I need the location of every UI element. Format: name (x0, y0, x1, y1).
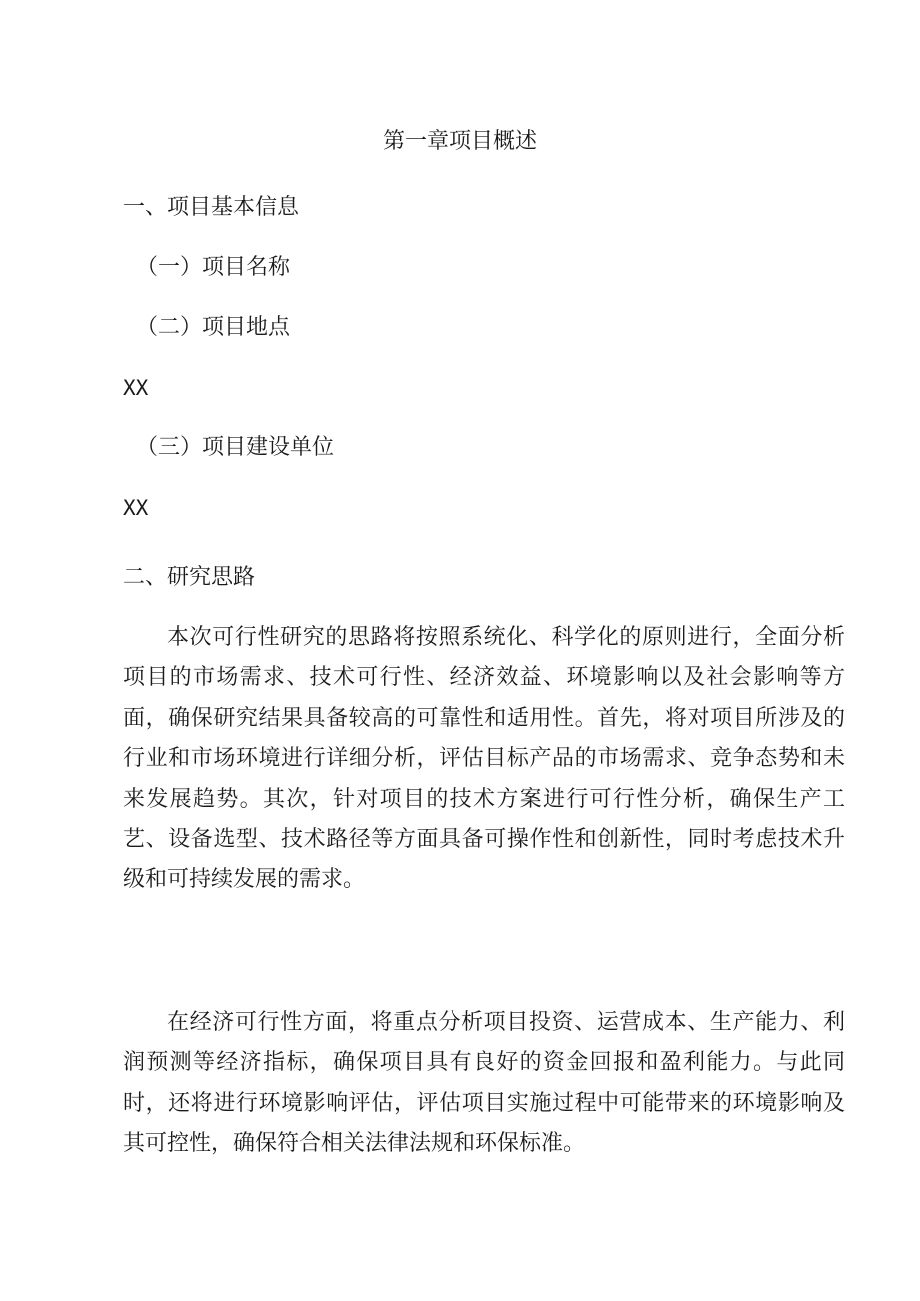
project-location-value: XX (123, 376, 149, 400)
paragraph-economic-feasibility: 在经济可行性方面，将重点分析项目投资、运营成本、生产能力、利润预测等经济指标，确保项目具有良好的资金回报和盈利能力。与此同时，还将进行环境影响评估，评估项目实施过程中可能带来的环境影响及其可控性，确保符合相关法律法规和环保标准。 (123, 1010, 845, 1157)
paragraph-research-approach: 本次可行性研究的思路将按照系统化、科学化的原则进行，全面分析项目的市场需求、技术可行性、经济效益、环境影响以及社会影响等方面，确保研究结果具备较高的可靠性和适用性。首先，将对项目所涉及的行业和市场环境进行详细分析，评估目标产品的市场需求、竞争态势和未来发展趋势。其次，针对项目的技术方案进行可行性分析，确保生产工艺、设备选型、技术路径等方面具备可操作性和创新性，同时考虑技术升级和可持续发展的需求。 (123, 625, 845, 893)
subheading-project-name: （一）项目名称 (136, 255, 291, 280)
construction-unit-value: XX (123, 496, 149, 520)
subheading-project-location: （二）项目地点 (136, 315, 291, 340)
subheading-construction-unit: （三）项目建设单位 (136, 435, 335, 460)
section-heading-basic-info: 一、项目基本信息 (123, 195, 300, 220)
chapter-title: 第一章项目概述 (382, 129, 537, 154)
section-heading-research-approach: 二、研究思路 (123, 565, 256, 590)
